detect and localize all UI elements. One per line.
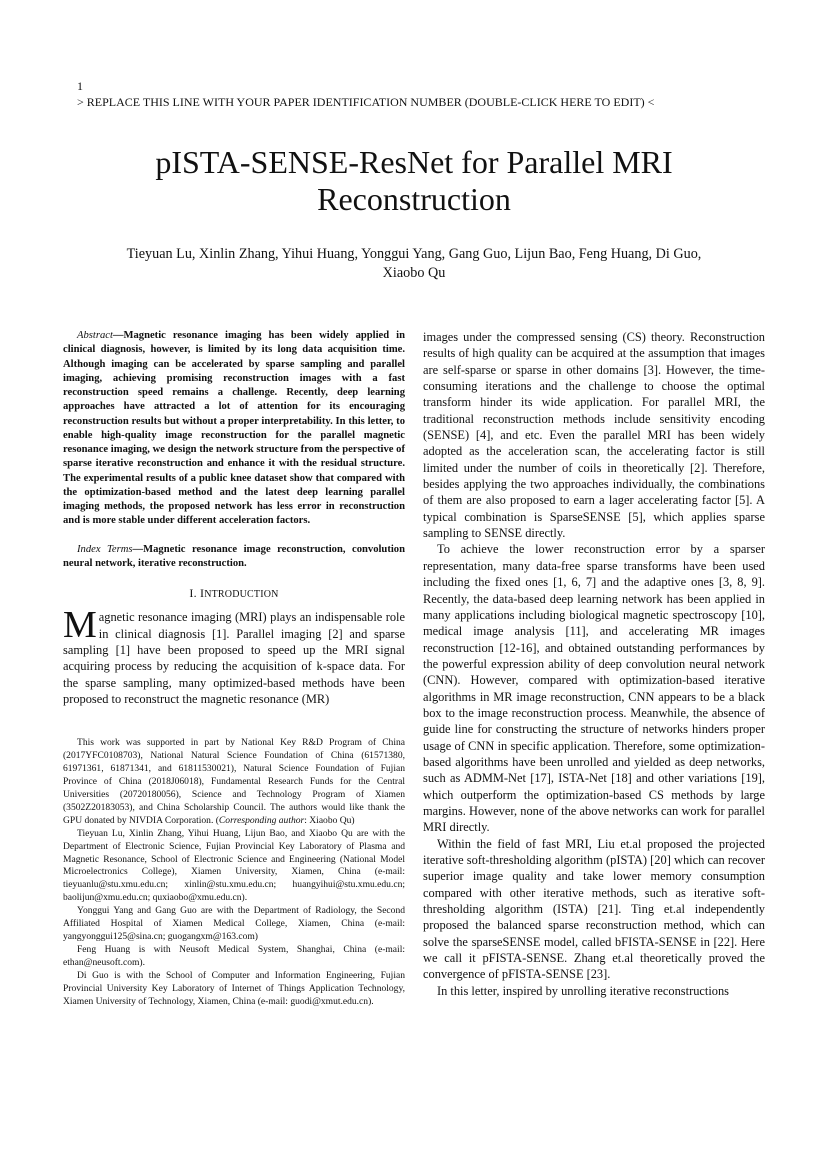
footnote-affiliation-4: Di Guo is with the School of Computer and Information Engineering, Fujian Provincial University Key Laboratory of Internet of Things Application Technology, Xiamen University of Technology, Xiamen, China (e-mail: guodi@xmut.edu.cn). [63,969,405,1007]
index-terms-text: —Magnetic resonance image reconstruction, convolution neural network, iterative reconstruction. [63,543,405,569]
index-terms [63,543,405,572]
right-column [423,329,765,999]
intro-paragraph [63,604,405,707]
footnote-funding [63,737,405,827]
footnote-affiliation-2: Yonggui Yang and Gang Guo are with the Department of Radiology, the Second Affiliated Hospital of Xiamen Medical College, Xiamen, China (e-mail: yangyonggui125@sina.cn; guogangxm@163.com) [63,905,405,942]
body-paragraph-2: To achieve the lower reconstruction error by a sparser representation, many data-free sparse transforms have been used including the fixed ones [1, 6, 7] and the adaptive ones [3, 8, 9]. Recently, the data-based deep learning network has been applied in many applications including biological magnetic spectroscopy [10], medical image analysis [11], and accelerating MR images reconstruction [12-16], and obtained outstanding performances by the powerful expression ability of deep convolution neural network (CNN). However, compared with optimization-based iterative algorithms in MR image reconstruction, CNN appears to be a black box to the image reconstruction process. Meanwhile, the absence of guide line for constructing the structure of networks hinders proper usage of CNN in specific application. Therefore, some optimization-based algorithms have been unrolled and yielded as deep networks, such as ADMM-Net [17], ISTA-Net [18] and other variations [19], which outperform the optimization-based CS methods by large margins. However, none of the above networks can work for parallel MRI directly. [423,542,765,835]
abstract-text: —Magnetic resonance imaging has been widely applied in clinical diagnosis, however, is limited by its long data acquisition time. Although imaging can be accelerated by sparse sampling and parallel imaging, achieving promising reconstruction images with a fast reconstruction speed remains a challenge. Recently, deep learning approaches have attracted a lot of attention for its encouraging reconstruction results but without a proper interpretability. In this letter, to enable high-quality image reconstruction for the parallel magnetic resonance imaging, we design the network structure from the perspective of sparse iterative reconstruction and enhance it with the residual structure. The experimental results of a public knee dataset show that compared with the optimization-based method and the latest deep learning parallel imaging methods, the proposed network has less error in reconstruction and is more stable under different acceleration factors. [63,330,405,527]
body-paragraph-4: In this letter, inspired by unrolling iterative reconstructions [437,983,729,998]
section-heading-introduction [63,585,405,603]
drop-cap: M [63,604,97,647]
footnote-funding-text: This work was supported in part by National Key R&D Program of China (2017YFC0108703), National Natural Science Foundation of China (61571380, 61971361, 61871341, and 61811530021), Natural Science Foundation of Fujian Province of China (2018J06018), Fundamental Research Funds for the Central Universities (20720180056), Science and Technology Program of Xiamen (3502Z20183053), and China Scholarship Council. The authors would like thank the GPU donated by NIVDIA Corporation. ( [63,737,405,826]
page-number: 1 [77,79,83,93]
index-terms-label: Index Terms [77,543,133,555]
footnote-corresponding-name: : Xiaobo Qu) [304,814,355,826]
footnote-affiliation-1: Tieyuan Lu, Xinlin Zhang, Yihui Huang, Lijun Bao, and Xiaobo Qu are with the Department of Electronic Science, Fujian Provincial Key Laboratory of Plasma and Magnetic Resonance, School of Electronic Science and Engineering (National Model Microelectronics College), Xiamen University, Xiamen, China (e-mail: tieyuanlu@stu.xmu.edu.cn; xinlin@stu.xmu.edu.cn; huangyihui@stu.xmu.edu.cn; baolijun@xmu.edu.cn; quxiaobo@xmu.edu.cn). [63,827,405,904]
left-column [63,329,405,1008]
footnote-corresponding-label: Corresponding author [218,814,305,826]
section-heading-rest: NTRODUCTION [204,589,279,600]
section-heading-initial: I [199,586,205,600]
body-paragraph-3: Within the field of fast MRI, Liu et.al proposed the projected iterative soft-thresholding algorithm (pISTA) [20] which can recover superior image quality and take lower memory consumption compared with other iterative methods, such as iterative soft-thresholding algorithm (ISTA) [21]. Ting et.al independently proposed the balanced sparse reconstruction method, which can solve the sparseSENSE model, called bFISTA-SENSE in [22]. Here we call it pFISTA-SENSE. Zhang et.al theoretically proved the convergence of pFISTA-SENSE [23]. [423,836,765,982]
paper-id-header: > REPLACE THIS LINE WITH YOUR PAPER IDENTIFICATION NUMBER (DOUBLE-CLICK HERE TO EDIT) < [77,95,655,109]
footnotes [63,737,405,1008]
title-line-2: Reconstruction [317,181,511,217]
author-list: Tieyuan Lu, Xinlin Zhang, Yihui Huang, Yonggui Yang, Gang Guo, Lijun Bao, Feng Huang, Di Guo, Xiaobo Qu [126,246,702,281]
body-paragraph-1: images under the compressed sensing (CS) theory. Reconstruction results of high quality can be acquired at the assumption that images are self-sparse or sparse in other domains [3]. However, the time-consuming iterations and the challenge to choose the optimal transform hinder its wide application. For parallel MRI, the traditional reconstruction methods include sensitivity encoding (SENSE) [4], and etc. Even the parallel MRI has been widely adopted as the acceleration scan, the accelerating factor is still limited under the number of coils in theoretically [2]. Therefore, besides applying the two approaches individually, the combinations of them are also proposed to earn a lager accelerating factor [5]. A typical combination is SparseSENSE [5], which applies sparse sampling to SENSE directly. [423,330,765,541]
abstract-label: Abstract [77,330,113,341]
title-line-1: pISTA-SENSE-ResNet for Parallel MRI [155,144,673,180]
footnote-affiliation-3: Feng Huang is with Neusoft Medical System, Shanghai, China (e-mail: ethan@neusoft.com). [63,943,405,968]
abstract [63,329,405,529]
section-numeral: I. [189,586,197,600]
paper-title [0,144,828,218]
intro-text: agnetic resonance imaging (MRI) plays an indispensable role in clinical diagnosis [1]. Parallel imaging [2] and sparse sampling [1] have been proposed to speed up the MRI signal acquiring process by reducing the acquisition of k-space data. For the sparse sampling, many optimized-based methods have been proposed to reconstruct the magnetic resonance (MR) [63,610,405,707]
